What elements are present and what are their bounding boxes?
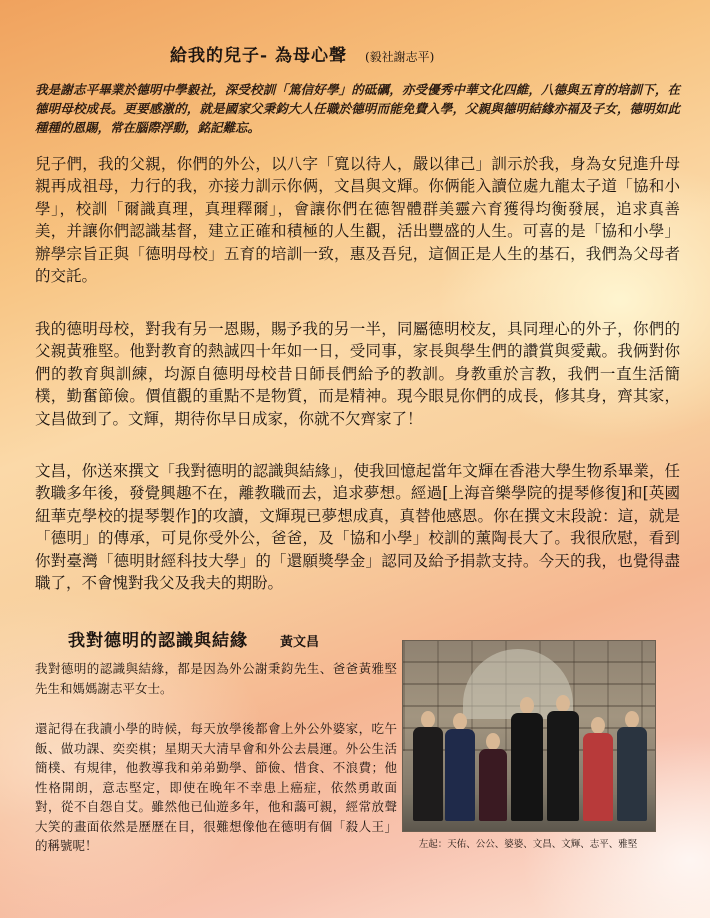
photo-caption: 左起：天佑、公公、婆婆、文昌、文輝、志平、雅堅 xyxy=(418,839,638,850)
second-article-paragraph-1: 我對德明的認識與結緣，都是因為外公謝秉鈞先生、爸爸黃雅堅先生和媽媽謝志平女士。 xyxy=(35,661,397,696)
family-photo xyxy=(402,640,656,832)
photo-person xyxy=(583,717,613,821)
second-article-title xyxy=(68,626,319,651)
photo-person xyxy=(511,697,543,821)
photo-person xyxy=(479,733,507,821)
intro-paragraph: 我是謝志平畢業於德明中學毅社，深受校訓「篤信好學」的砥礪，亦受優秀中華文化四維，八德與五育的培訓下，在德明母校成長。更要感激的，就是國家父秉鈞大人任職於德明而能免費入學，父親與德明結緣亦福及子女，德明如此種種的恩賜，常在腦際浮動，銘記難忘。 xyxy=(35,82,680,135)
photo-person xyxy=(547,695,579,821)
second-article-paragraph-2: 還記得在我讀小學的時候，每天放學後都會上外公外婆家，吃午飯、做功課、奕奕棋；星期天大清早會和外公去晨運。外公生活簡樸、有規律，他教導我和弟弟勤學、節儉、惜食、不浪費；他性格開朗，意志堅定，即使在晚年不幸患上癌症，依然勇敢面對，從不自怨自艾。雖然他已仙遊多年，他和藹可親，經常放聲大笑的畫面依然是歷歷在目，很難想像他在德明有個「殺人王」的稱號呢！ xyxy=(35,721,397,853)
body-paragraph-1: 兒子們，我的父親，你們的外公，以八字「寬以待人，嚴以律己」訓示於我，身為女兒進升母親再成祖母，力行的我，亦接力訓示你俩，文昌與文輝。你俩能入讀位處九龍太子道「協和小學」，校訓「爾識真理，真理釋爾」，會讓你們在德智體群美靈六育獲得均衡發展，追求真善美，并讓你們認識基督，建立正確和積極的人生觀，活出豐盛的人生。可喜的是「協和小學」辦學宗旨正與「德明母校」五育的培訓一致，惠及吾兒，這個正是人生的基石，我們為父母者的交託。 xyxy=(35,155,680,286)
article-title-text: 給我的兒子- 為母心聲 xyxy=(170,46,347,66)
article-author: (毅社謝志平) xyxy=(364,50,435,64)
photo-person xyxy=(617,711,647,821)
body-paragraph-2: 我的德明母校，對我有另一恩賜，賜予我的另一半，同屬德明校友，具同理心的外子，你們的父親黃雅堅。他對教育的熱誠四十年如一日，受同事，家長與學生們的讚賞與愛戴。我俩對你們的教育與訓練，均源自德明母校昔日師長們給予的教訓。身教重於言教，我們一直生活簡樸，勤奮節儉。價值觀的重點不是物質，而是精神。現今眼見你們的成長，修其身，齊其家，文昌做到了。文輝，期待你早日成家，你就不欠齊家了！ xyxy=(35,320,680,428)
photo-person xyxy=(445,713,475,821)
photo-person xyxy=(413,711,443,821)
body-paragraph-3: 文昌，你送來撰文「我對德明的認識與結緣」，使我回憶起當年文輝在香港大學生物系畢業，任教職多年後，發覺興趣不在，離教職而去，追求夢想。經過[上海音樂學院的提琴修復]和[英國紐華克學校的提琴製作]的攻讀，文輝現已夢想成真，真替他感恩。你在撰文末段說：這，就是「德明」的傳承，可見你受外公，爸爸，及「協和小學」校訓的薰陶長大了。我很欣慰，看到你對臺灣「德明財經科技大學」的「還願獎學金」認同及給予捐款支持。今天的我，也覺得盡職了，不會愧對我父及我夫的期盼。 xyxy=(35,462,680,593)
article-title xyxy=(170,41,434,66)
second-article-author: 黃文昌 xyxy=(280,635,320,650)
second-article-title-text: 我對德明的認識與結緣 xyxy=(68,631,248,651)
